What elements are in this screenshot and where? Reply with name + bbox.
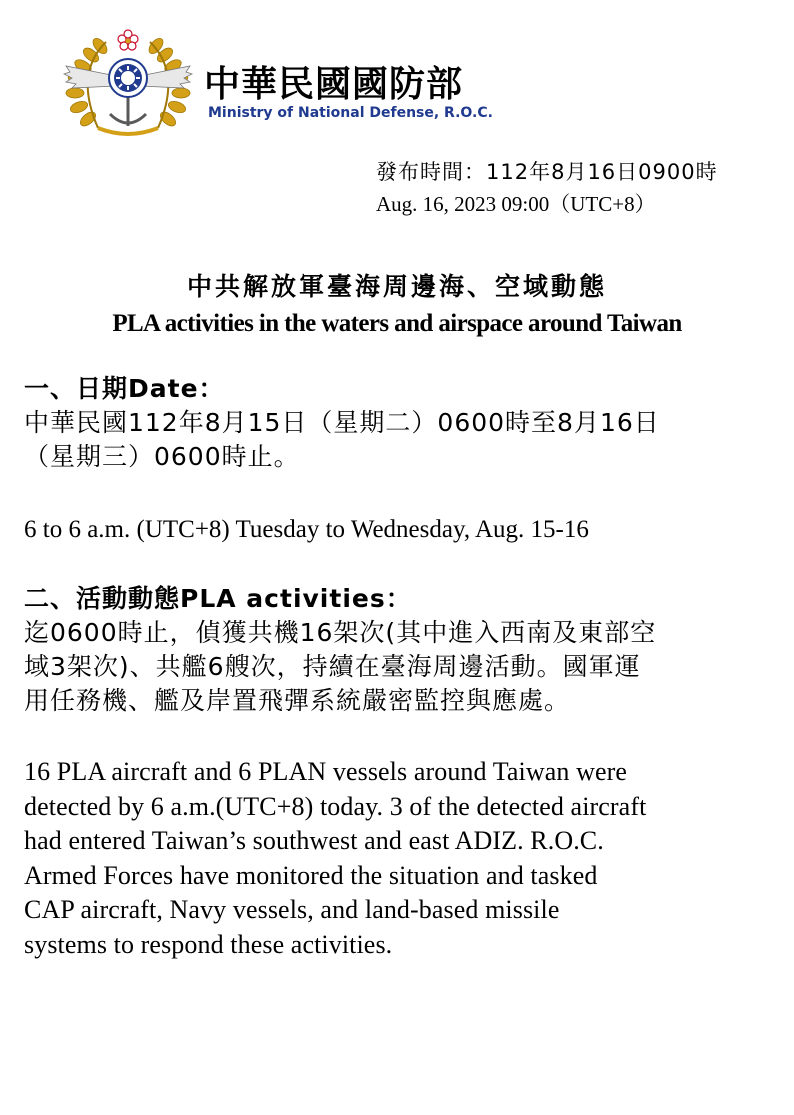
title-en: PLA activities in the waters and airspace around Taiwan bbox=[112, 310, 682, 337]
sun-emblem-icon bbox=[109, 59, 147, 97]
section-activities-en-line-4: Armed Forces have monitored the situation and tasked bbox=[24, 860, 598, 890]
section-activities-zh-line-1: 迄0600時止，偵獲共機16架次(其中進入西南及東部空 bbox=[24, 618, 657, 647]
release-time-en: Aug. 16, 2023 09:00（UTC+8） bbox=[376, 192, 656, 216]
section-activities-zh-line-2: 域3架次)、共艦6艘次，持續在臺海周邊活動。國軍運 bbox=[24, 652, 641, 681]
section-activities bbox=[24, 582, 784, 718]
plum-blossom-icon bbox=[118, 30, 138, 50]
page-title bbox=[0, 268, 794, 342]
ministry-name-en: Ministry of National Defense, R.O.C. bbox=[208, 105, 493, 121]
section-date-zh-line-2: （星期三）0600時止。 bbox=[24, 442, 300, 471]
ribbon-icon bbox=[98, 128, 158, 134]
title-zh: 中共解放軍臺海周邊海、空域動態 bbox=[186, 272, 607, 301]
section-activities-heading: 二、活動動態PLA activities： bbox=[24, 584, 412, 613]
section-activities-en-line-5: CAP aircraft, Navy vessels, and land-based missile bbox=[24, 895, 560, 924]
ministry-emblem-icon bbox=[58, 28, 198, 138]
section-date-heading: 一、日期Date： bbox=[24, 374, 225, 403]
section-activities-zh-line-3: 用任務機、艦及岸置飛彈系統嚴密監控與應處。 bbox=[24, 686, 571, 715]
section-activities-english bbox=[24, 755, 784, 962]
section-date-english bbox=[24, 513, 784, 547]
section-activities-en-line-6: systems to respond these activities. bbox=[24, 929, 393, 959]
ministry-header bbox=[58, 28, 538, 140]
section-date-zh-line-1: 中華民國112年8月15日（星期二）0600時至8月16日 bbox=[24, 408, 660, 437]
section-date bbox=[24, 372, 784, 474]
release-time-zh: 發布時間：112年8月16日0900時 bbox=[376, 160, 718, 184]
ministry-name-zh: 中華民國國防部 bbox=[204, 64, 464, 105]
section-activities-en-line-1: 16 PLA aircraft and 6 PLAN vessels around Taiwan were bbox=[24, 757, 628, 786]
section-date-en: 6 to 6 a.m. (UTC+8) Tuesday to Wednesday, Aug. 15-16 bbox=[24, 516, 589, 543]
section-activities-en-line-3: had entered Taiwan’s southwest and east ADIZ. R.O.C. bbox=[24, 826, 604, 855]
release-time bbox=[376, 156, 718, 220]
section-activities-en-line-2: detected by 6 a.m.(UTC+8) today. 3 of the detected aircraft bbox=[24, 791, 647, 821]
